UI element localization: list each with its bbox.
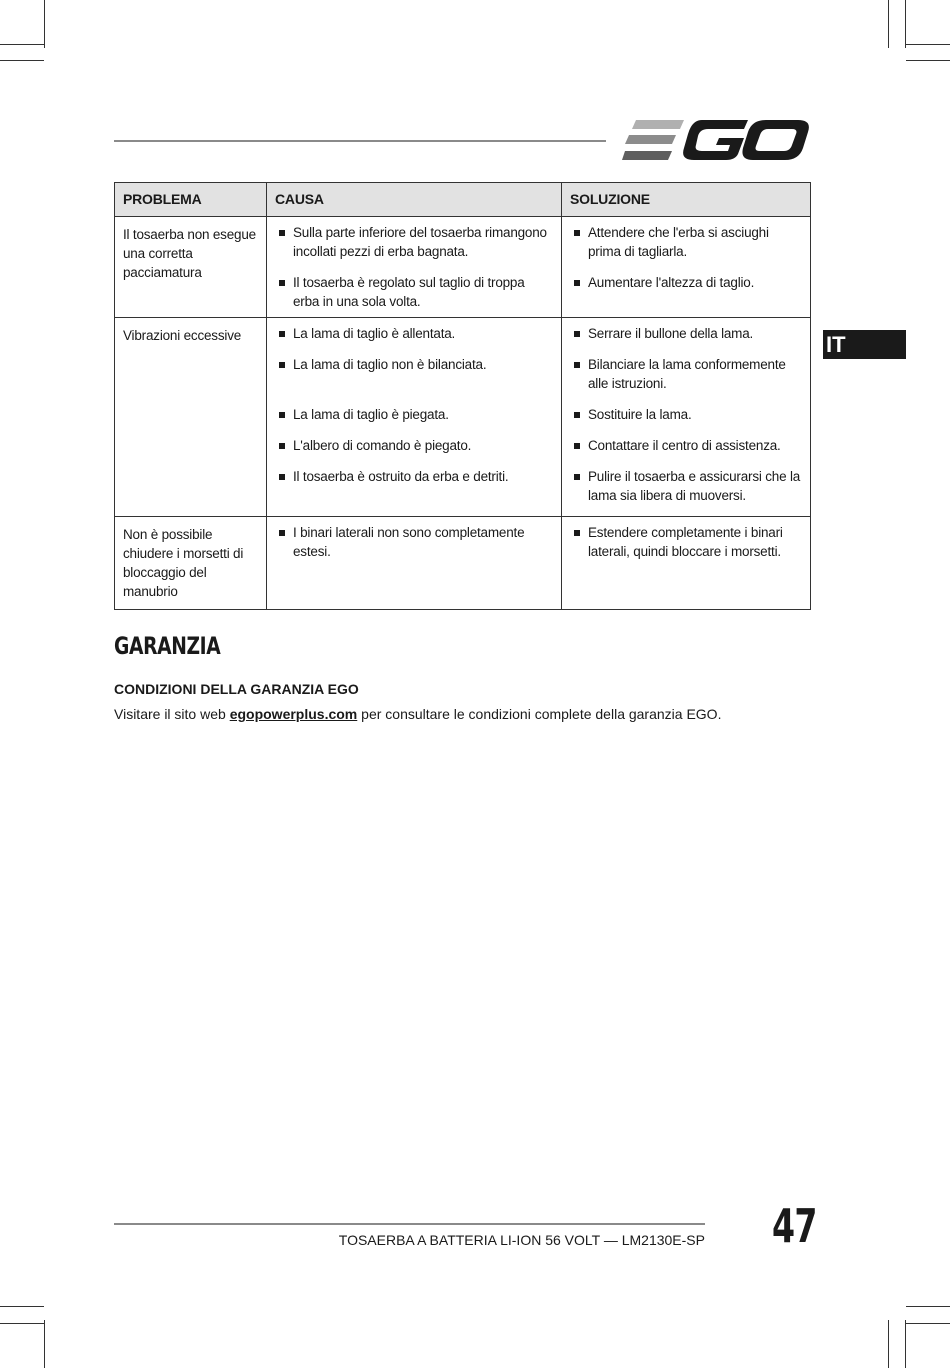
warranty-text-after: per consultare le condizioni complete della garanzia EGO. (357, 706, 722, 722)
list-item: Attendere che l'erba si asciughi prima di tagliarla. (572, 223, 802, 261)
footer-rule (114, 1223, 705, 1225)
list-item: Bilanciare la lama conformemente alle istruzioni. (572, 355, 802, 393)
warranty-subtitle: CONDIZIONI DELLA GARANZIA EGO (114, 681, 359, 697)
problem-cell: Non è possibile chiudere i morsetti di bloccaggio del manubrio (115, 517, 267, 610)
list-item: L'albero di comando è piegato. (277, 436, 553, 455)
crop-mark (44, 0, 45, 48)
section-title: GARANZIA (114, 632, 221, 660)
header-rule (114, 140, 606, 142)
cause-cell (267, 517, 562, 610)
problem-cell: Il tosaerba non esegue una corretta pacciamatura (115, 217, 267, 318)
list-item: Pulire il tosaerba e assicurarsi che la lama sia libera di muoversi. (572, 467, 802, 505)
crop-mark (905, 0, 906, 48)
solution-cell (562, 217, 811, 318)
solution-cell (562, 318, 811, 517)
crop-mark (906, 1323, 950, 1324)
header-causa: CAUSA (267, 183, 562, 217)
header-soluzione: SOLUZIONE (562, 183, 811, 217)
warranty-text (114, 706, 721, 722)
list-item: Estendere completamente i binari laterali, quindi bloccare i morsetti. (572, 523, 802, 561)
table-row (115, 318, 811, 517)
cause-cell (267, 217, 562, 318)
crop-mark (906, 60, 950, 61)
list-item: I binari laterali non sono completamente estesi. (277, 523, 553, 561)
header-problema: PROBLEMA (115, 183, 267, 217)
crop-mark (0, 44, 44, 45)
crop-mark (0, 1323, 44, 1324)
list-item: Aumentare l'altezza di taglio. (572, 273, 802, 292)
list-item: La lama di taglio non è bilanciata. (277, 355, 553, 374)
list-item: La lama di taglio è allentata. (277, 324, 553, 343)
list-item: Il tosaerba è regolato sul taglio di troppa erba in una sola volta. (277, 273, 553, 311)
crop-mark (0, 1306, 44, 1307)
crop-mark (906, 44, 950, 45)
problem-cell: Vibrazioni eccessive (115, 318, 267, 517)
list-item: Il tosaerba è ostruito da erba e detriti. (277, 467, 553, 486)
list-item: Sostituire la lama. (572, 405, 802, 424)
crop-mark (0, 60, 44, 61)
crop-mark (888, 0, 889, 48)
table-row (115, 217, 811, 318)
troubleshooting-table (114, 182, 811, 610)
page-number: 47 (772, 1199, 817, 1253)
crop-mark (906, 1306, 950, 1307)
table-header-row (115, 183, 811, 217)
crop-mark (905, 1320, 906, 1368)
list-item: La lama di taglio è piegata. (277, 405, 553, 424)
list-item: Sulla parte inferiore del tosaerba rimangono incollati pezzi di erba bagnata. (277, 223, 553, 261)
ego-logo (622, 118, 810, 162)
solution-cell (562, 517, 811, 610)
list-item: Serrare il bullone della lama. (572, 324, 802, 343)
crop-mark (44, 1320, 45, 1368)
warranty-text-before: Visitare il sito web (114, 706, 230, 722)
table-row (115, 517, 811, 610)
list-item: Contattare il centro di assistenza. (572, 436, 802, 455)
footer-text: TOSAERBA A BATTERIA LI-ION 56 VOLT — LM2130E-SP (338, 1232, 705, 1248)
language-tab: IT (823, 330, 906, 359)
crop-mark (888, 1320, 889, 1368)
website-link[interactable]: egopowerplus.com (229, 706, 358, 722)
cause-cell (267, 318, 562, 517)
